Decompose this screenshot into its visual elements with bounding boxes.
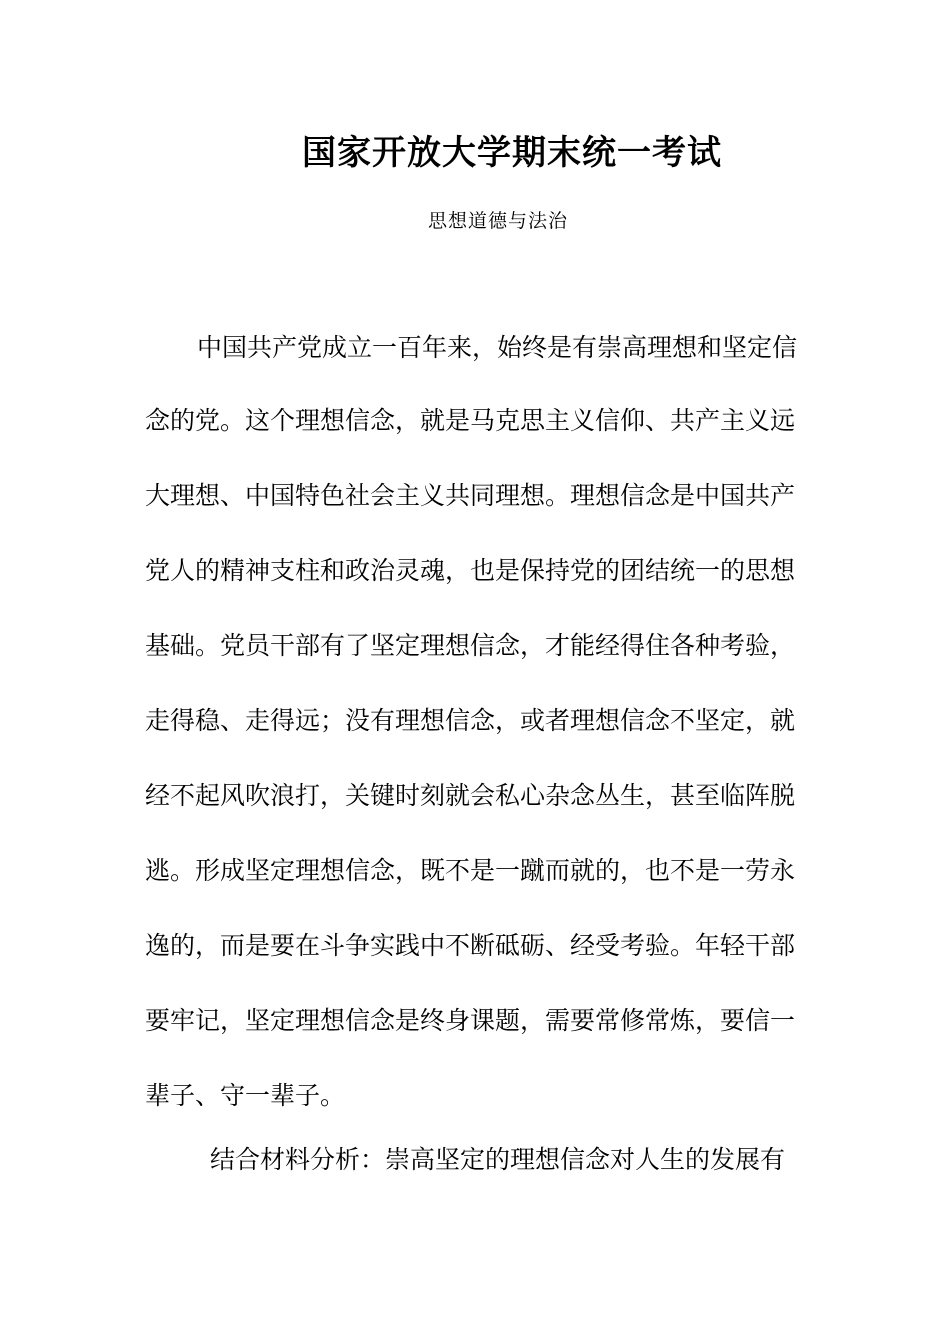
paragraph-line: 大理想、中国特色社会主义共同理想。理想信念是中国共产	[145, 481, 796, 510]
paragraph-line: 党人的精神支柱和政治灵魂，也是保持党的团结统一的思想	[145, 556, 796, 585]
question-line: 结合材料分析：崇高坚定的理想信念对人生的发展有	[210, 1145, 786, 1174]
paragraph-line: 逸的，而是要在斗争实践中不断砥砺、经受考验。年轻干部	[145, 931, 796, 960]
paragraph-line: 辈子、守一辈子。	[145, 1081, 346, 1110]
paragraph-line: 走得稳、走得远；没有理想信念，或者理想信念不坚定，就	[145, 706, 796, 735]
paragraph-line: 中国共产党成立一百年来，始终是有崇高理想和坚定信	[197, 333, 798, 362]
document-title: 国家开放大学期末统一考试	[302, 133, 722, 173]
paragraph-line: 要牢记，坚定理想信念是终身课题，需要常修常炼，要信一	[145, 1006, 796, 1035]
document-subtitle: 思想道德与法治	[427, 210, 568, 232]
paragraph-line: 经不起风吹浪打，关键时刻就会私心杂念丛生，甚至临阵脱	[145, 781, 796, 810]
paragraph-line: 基础。党员干部有了坚定理想信念，才能经得住各种考验，	[145, 631, 796, 660]
paragraph-line: 念的党。这个理想信念，就是马克思主义信仰、共产主义远	[145, 406, 796, 435]
paragraph-line: 逃。形成坚定理想信念，既不是一蹴而就的，也不是一劳永	[145, 856, 796, 885]
